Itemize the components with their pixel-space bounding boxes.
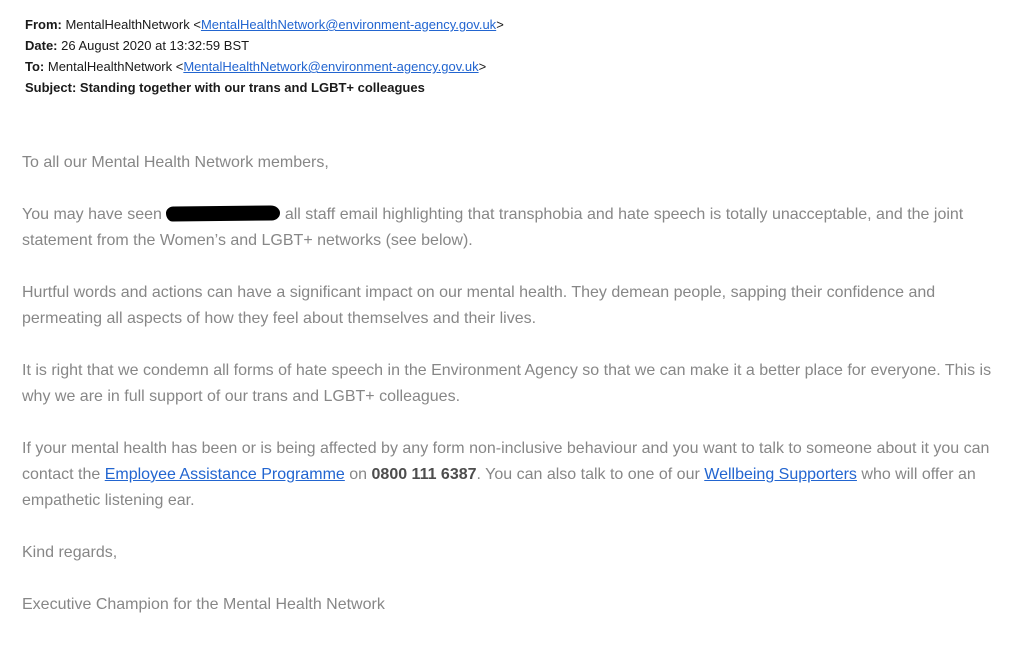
para-support	[22, 436, 1007, 514]
text-run: MentalHealthNetwork <	[44, 59, 184, 74]
header-label-subject: Subject:	[25, 80, 77, 95]
header-field-subject	[25, 77, 1024, 98]
text-run: Hurtful words and actions can have a significant impact on our mental health. They demean people, sapping their confidence and permeating all aspects of how they feel about themselves and their lives.	[22, 284, 936, 327]
header-label-date: Date:	[25, 38, 58, 53]
wellbeing-supporters-link[interactable]: Wellbeing Supporters	[704, 466, 857, 483]
text-run: 26 August 2020 at 13:32:59 BST	[57, 38, 250, 53]
text-run: To all our Mental Health Network members,	[22, 154, 329, 171]
text-run: Executive Champion for the Mental Health Network	[22, 596, 385, 613]
para-condemn	[22, 358, 1007, 410]
para-hurtful-words	[22, 280, 1007, 332]
sign-off	[22, 540, 1007, 566]
signature	[22, 592, 1007, 618]
email-body	[22, 150, 1007, 618]
text-run: . You can also talk to one of our	[476, 466, 705, 483]
header-label-from: From:	[25, 17, 62, 32]
text-run: MentalHealthNetwork <	[61, 17, 201, 32]
text-run: It is right that we condemn all forms of hate speech in the Environment Agency so that we can make it a better place for everyone. This is why we are in full support of our trans and LGBT+ colleagues.	[22, 362, 992, 405]
email-header	[0, 0, 1024, 98]
employee-assistance-programme-link[interactable]: Employee Assistance Programme	[104, 466, 345, 483]
greeting	[22, 150, 1007, 176]
para-all-staff-email	[22, 202, 1007, 254]
header-field-date	[25, 35, 1024, 56]
text-run: on	[344, 466, 372, 483]
text-run: >	[478, 59, 487, 74]
text-run: Kind regards,	[22, 544, 118, 561]
phone-number: 0800 111 6387	[371, 466, 477, 483]
from-email-link[interactable]: MentalHealthNetwork@environment-agency.gov.uk	[200, 17, 497, 32]
to-email-link[interactable]: MentalHealthNetwork@environment-agency.gov.uk	[183, 59, 479, 74]
header-label-to: To:	[25, 59, 45, 74]
text-run: If your mental health has been or is being affected by any form non-inclusive behaviour and you want to talk to someone about it you can contact the	[22, 440, 990, 483]
bold-run: Standing together with our trans and LGBT+ colleagues	[76, 80, 425, 95]
text-run: all staff email highlighting that transphobia and hate speech is totally unacceptable, and the joint statement from the Women’s and LGBT+ networks (see below).	[22, 206, 964, 249]
header-field-from	[25, 14, 1024, 35]
text-run: >	[496, 17, 504, 32]
text-run: who will offer an empathetic listening ear.	[22, 466, 976, 509]
header-field-to	[25, 56, 1024, 77]
text-run: You may have seen	[22, 206, 167, 223]
redaction-mark	[166, 205, 280, 221]
